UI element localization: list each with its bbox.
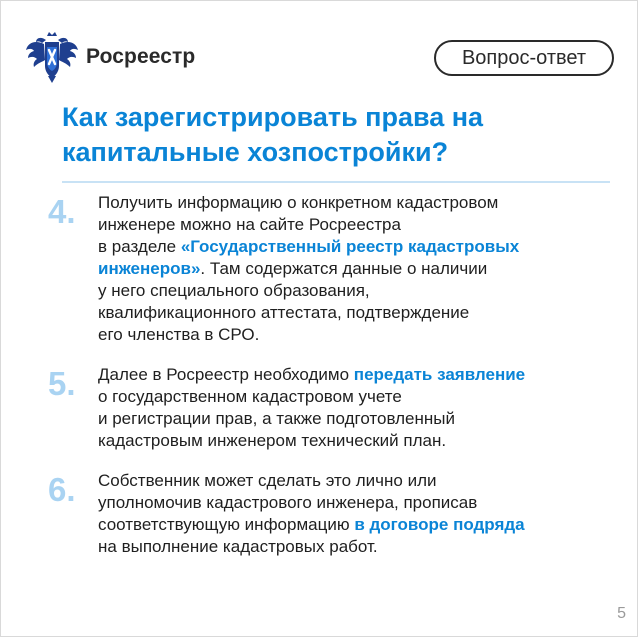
qa-badge: Вопрос-ответ <box>434 40 614 76</box>
title-divider <box>62 181 610 183</box>
text-line: Получить информацию о конкретном кадастровом <box>98 193 499 212</box>
rosreestr-logo <box>24 30 195 84</box>
step-text <box>98 364 598 452</box>
registry-link[interactable]: «Государственный реестр кадастровых <box>180 237 520 256</box>
page-title <box>62 100 582 170</box>
text-line: инженере можно на сайте Росреестра <box>98 215 401 234</box>
double-headed-eagle-icon <box>24 30 80 84</box>
step-text <box>98 192 598 346</box>
step-number: 6. <box>48 471 76 508</box>
submit-application-link[interactable]: передать заявление <box>353 365 526 384</box>
text-line: его членства в СРО. <box>98 325 260 344</box>
text-fragment: соответствующую информацию <box>98 515 355 534</box>
text-line: и регистрации прав, а также подготовленный <box>98 409 455 428</box>
text-line <box>98 236 598 258</box>
text-line <box>98 364 598 386</box>
registry-link-cont[interactable]: инженеров» <box>98 259 201 278</box>
text-fragment: Далее в Росреестр необходимо <box>98 365 354 384</box>
step-number: 4. <box>48 193 76 230</box>
text-line <box>98 514 598 536</box>
text-line <box>98 258 598 280</box>
brand-name: Росреестр <box>86 45 196 68</box>
title-line: капитальные хозпостройки? <box>62 137 449 167</box>
title-line: Как зарегистрировать права на <box>62 102 484 132</box>
text-fragment: . Там содержатся данные о наличии <box>200 259 488 278</box>
page-number: 5 <box>617 605 626 622</box>
text-line: о государственном кадастровом учете <box>98 387 402 406</box>
text-line: на выполнение кадастровых работ. <box>98 537 378 556</box>
step-number: 5. <box>48 365 76 402</box>
text-line: у него специального образования, <box>98 281 370 300</box>
contract-link[interactable]: в договоре подряда <box>354 515 525 534</box>
text-line: Собственник может сделать это лично или <box>98 471 437 490</box>
text-line: квалификационного аттестата, подтверждение <box>98 303 470 322</box>
text-fragment: в разделе <box>98 237 181 256</box>
text-line: кадастровым инженером технический план. <box>98 431 447 450</box>
text-line: уполномочив кадастрового инженера, прописав <box>98 493 478 512</box>
step-text <box>98 470 598 558</box>
